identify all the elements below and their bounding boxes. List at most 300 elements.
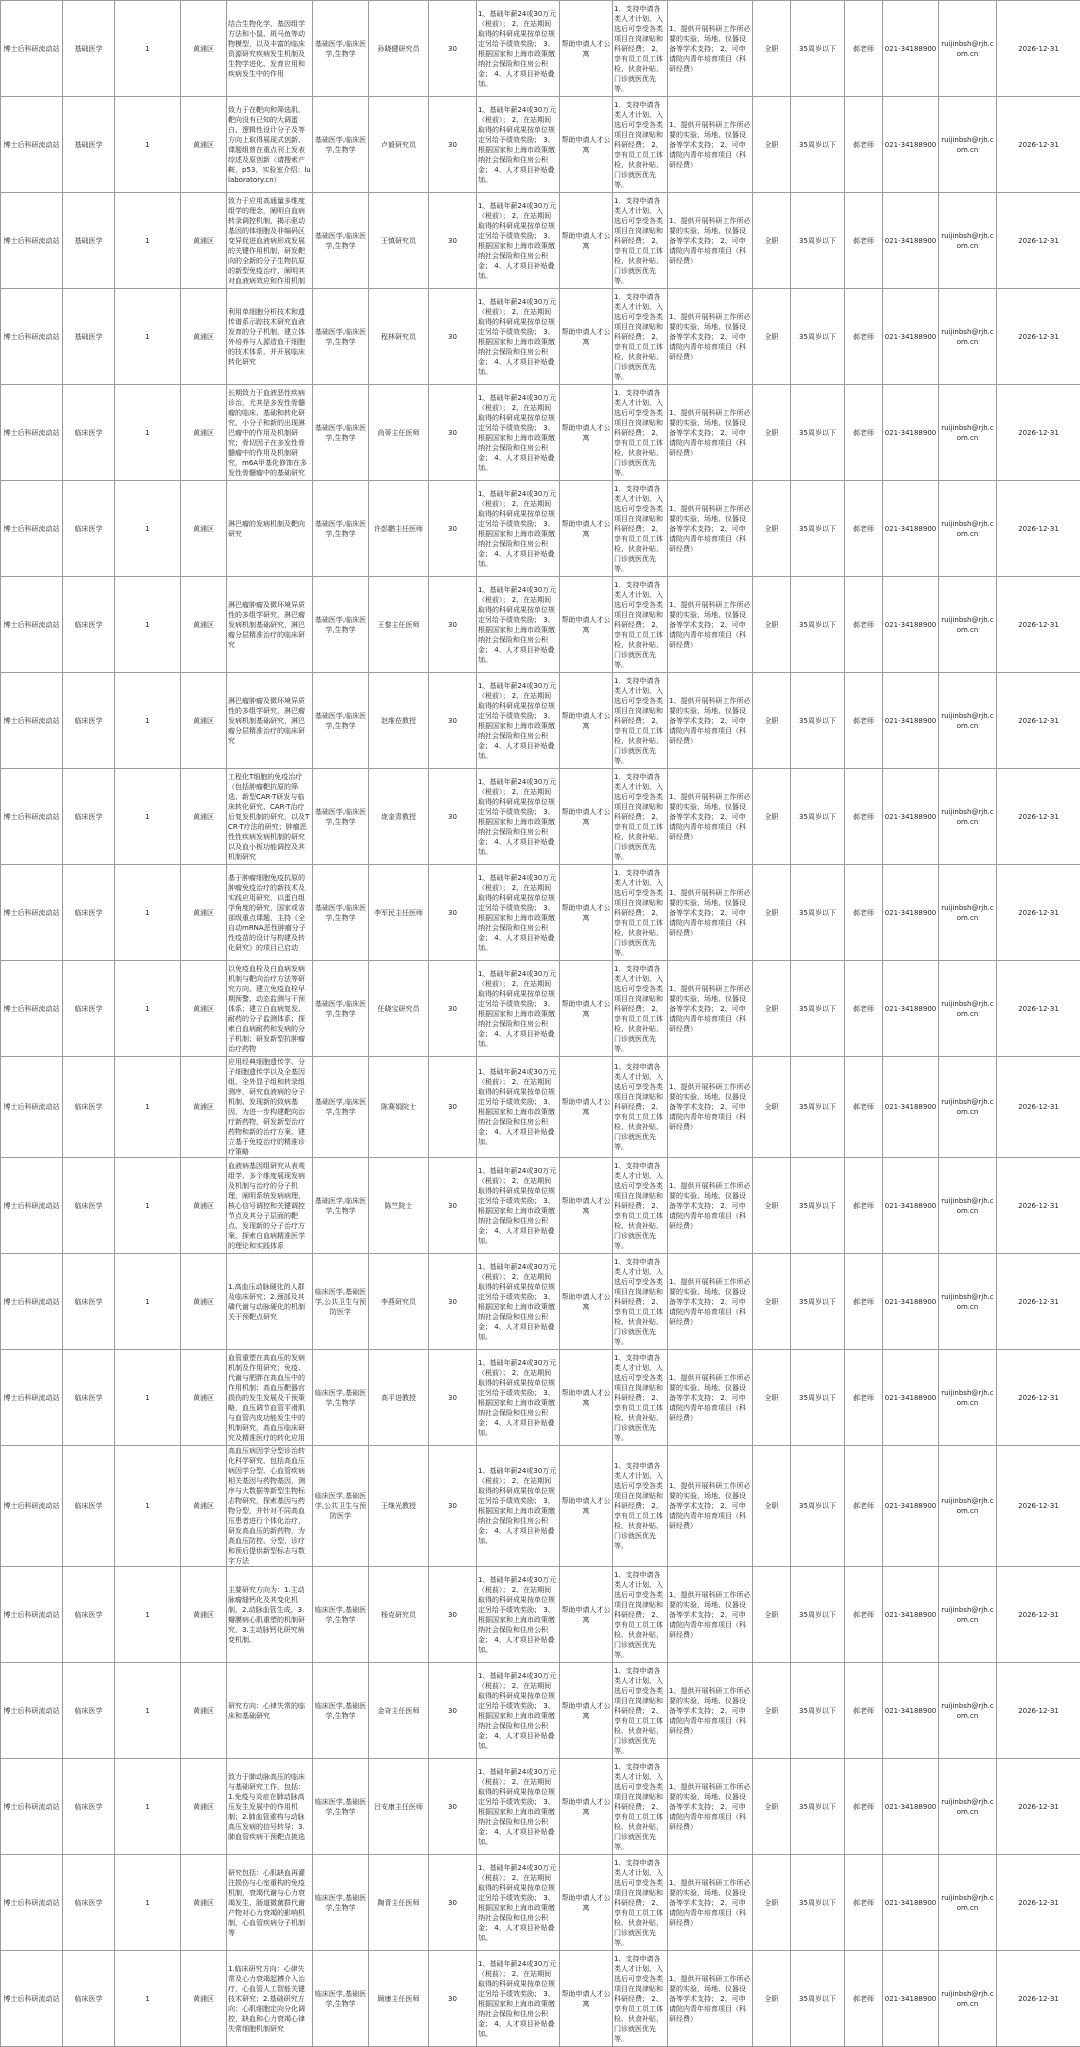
- table-row: [1, 769, 1080, 865]
- age-limit-cell: 35周岁以下: [791, 193, 845, 289]
- station-count-cell: 1: [115, 1759, 181, 1855]
- discipline-cell: 临床医学,基础医学,公共卫生与预防医学: [313, 1446, 369, 1567]
- discipline-cell: 基础医学,临床医学,生物学: [313, 673, 369, 769]
- quota-cell: 30: [429, 1057, 477, 1158]
- quota-cell: 30: [429, 1855, 477, 1951]
- station-cell: 博士后科研流动站: [1, 1567, 63, 1663]
- mentor-cell: 程林研究员: [369, 289, 429, 385]
- housing-cell: 帮助申请人才公寓: [560, 1057, 613, 1158]
- station-count-cell: 1: [115, 1446, 181, 1567]
- research-support-cell: 1、提供开展科研工作所必要的实验、场地、仪器设备等学术支持； 2、可申请院内青年培育项目（科研经费）: [668, 961, 753, 1057]
- age-limit-cell: 35周岁以下: [791, 1759, 845, 1855]
- district-cell: 黄浦区: [181, 1567, 227, 1663]
- employment-type-cell: 全职: [753, 1855, 791, 1951]
- housing-cell: 帮助申请人才公寓: [560, 1759, 613, 1855]
- age-limit-cell: 35周岁以下: [791, 961, 845, 1057]
- contact-cell: 郝老师: [845, 1446, 883, 1567]
- housing-cell: 帮助申请人才公寓: [560, 673, 613, 769]
- station-count-cell: 1: [115, 1254, 181, 1350]
- station-count-cell: 1: [115, 1663, 181, 1759]
- research-desc-cell: 以免疫血栓及白血病发病机制与靶向治疗方法等研究方向、建立免疫血栓早期预警、动态监测与干预体系；建立白血病复发、耐药的分子监测体系；探索白血病耐药和发病的分子机制；研发新型抗肿瘤治疗药物: [227, 961, 313, 1057]
- deadline-cell: 2026-12-31: [997, 1350, 1080, 1446]
- email-cell: ruijinbsh@rjh.com.cn: [939, 1855, 997, 1951]
- quota-cell: 30: [429, 961, 477, 1057]
- email-cell: ruijinbsh@rjh.com.cn: [939, 1759, 997, 1855]
- station-count-cell: 1: [115, 481, 181, 577]
- discipline-cell: 基础医学,临床医学,生物学: [313, 865, 369, 961]
- contact-cell: 郝老师: [845, 1158, 883, 1254]
- mentor-cell: 孙晓健研究员: [369, 1, 429, 97]
- research-support-cell: 1、提供开展科研工作所必要的实验、场地、仪器设备等学术支持； 2、可申请院内青年培育项目（科研经费）: [668, 289, 753, 385]
- research-desc-cell: 利用单细胞分析技术和遗传谱系示踪技术研究血液发育的分子机制，建立体外培养与人源造血干细胞的技术体系，并开展临床转化研究: [227, 289, 313, 385]
- research-desc-cell: 高血压病因学分型诊治转化科学研究，包括高血压病因学分型、心血管疾病相关基因与药物基因，测序与大数据等新型生物标志物研究，探索基因与药物分型，并针对不同高血压患者进行个体化治疗，研发高血压的新药物，为高血压防控、分型、诊疗和预后提供新型标志与数字方法: [227, 1446, 313, 1567]
- station-count-cell: 1: [115, 865, 181, 961]
- research-desc-cell: 淋巴瘤的发病机制及靶向研究: [227, 481, 313, 577]
- age-limit-cell: 35周岁以下: [791, 1951, 845, 2047]
- station-cell: 博士后科研流动站: [1, 385, 63, 481]
- housing-cell: 帮助申请人才公寓: [560, 577, 613, 673]
- contact-cell: 郝老师: [845, 1, 883, 97]
- employment-type-cell: 全职: [753, 1951, 791, 2047]
- table-row: [1, 1855, 1080, 1951]
- contact-cell: 郝老师: [845, 97, 883, 193]
- mentor-cell: 任晓宝研究员: [369, 961, 429, 1057]
- station-cell: 博士后科研流动站: [1, 97, 63, 193]
- salary-cell: 1、基础年薪24或30万元（税前）； 2、在站期间取得的科研成果按单位规定另给予绩效奖励； 3、根据国家和上海市政策缴纳社会保险和住房公积金； 4、人才项目补贴叠加。: [477, 577, 560, 673]
- salary-cell: 1、基础年薪24或30万元（税前）； 2、在站期间取得的科研成果按单位规定另给予绩效奖励； 3、根据国家和上海市政策缴纳社会保险和住房公积金； 4、人才项目补贴叠加。: [477, 481, 560, 577]
- station-cell: 博士后科研流动站: [1, 1663, 63, 1759]
- quota-cell: 30: [429, 1759, 477, 1855]
- district-cell: 黄浦区: [181, 1446, 227, 1567]
- mentor-cell: 王继光教授: [369, 1446, 429, 1567]
- research-support-cell: 1、提供开展科研工作所必要的实验、场地、仪器设备等学术支持； 2、可申请院内青年培育项目（科研经费）: [668, 1759, 753, 1855]
- mentor-cell: 高平进教授: [369, 1350, 429, 1446]
- talent-cell: 1、支持申请各类人才计划、入选后可享受各类项目在岗津贴和科研经费； 2、享有员工员工体检、伙食补贴、门诊就医优先等。: [613, 961, 668, 1057]
- mentor-cell: 金奇主任医师: [369, 1663, 429, 1759]
- station-cell: 博士后科研流动站: [1, 769, 63, 865]
- salary-cell: 1、基础年薪24或30万元（税前）； 2、在站期间取得的科研成果按单位规定另给予绩效奖励； 3、根据国家和上海市政策缴纳社会保险和住房公积金； 4、人才项目补贴叠加。: [477, 769, 560, 865]
- discipline-cell: 基础医学,临床医学,生物学: [313, 577, 369, 673]
- employment-type-cell: 全职: [753, 577, 791, 673]
- salary-cell: 1、基础年薪24或30万元（税前）； 2、在站期间取得的科研成果按单位规定另给予绩效奖励； 3、根据国家和上海市政策缴纳社会保险和住房公积金； 4、人才项目补贴叠加。: [477, 385, 560, 481]
- station-cell: 博士后科研流动站: [1, 1254, 63, 1350]
- employment-type-cell: 全职: [753, 385, 791, 481]
- research-support-cell: 1、提供开展科研工作所必要的实验、场地、仪器设备等学术支持； 2、可申请院内青年培育项目（科研经费）: [668, 385, 753, 481]
- contact-cell: 郝老师: [845, 961, 883, 1057]
- salary-cell: 1、基础年薪24或30万元（税前）； 2、在站期间取得的科研成果按单位规定另给予绩效奖励； 3、根据国家和上海市政策缴纳社会保险和住房公积金； 4、人才项目补贴叠加。: [477, 1855, 560, 1951]
- age-limit-cell: 35周岁以下: [791, 1855, 845, 1951]
- quota-cell: 30: [429, 1, 477, 97]
- research-support-cell: 1、提供开展科研工作所必要的实验、场地、仪器设备等学术支持； 2、可申请院内青年培育项目（科研经费）: [668, 769, 753, 865]
- employment-type-cell: 全职: [753, 865, 791, 961]
- deadline-cell: 2026-12-31: [997, 481, 1080, 577]
- age-limit-cell: 35周岁以下: [791, 1057, 845, 1158]
- employment-type-cell: 全职: [753, 1567, 791, 1663]
- age-limit-cell: 35周岁以下: [791, 385, 845, 481]
- station-cell: 博士后科研流动站: [1, 1855, 63, 1951]
- salary-cell: 1、基础年薪24或30万元（税前）； 2、在站期间取得的科研成果按单位规定另给予绩效奖励； 3、根据国家和上海市政策缴纳社会保险和住房公积金； 4、人才项目补贴叠加。: [477, 1, 560, 97]
- table-row: [1, 385, 1080, 481]
- table-row: [1, 1350, 1080, 1446]
- phone-cell: 021-34188900: [883, 1446, 939, 1567]
- research-desc-cell: 致力于应用高通量多维度组学的理念，阐明自血病转录调控机制、揭示驱动基因的体细胞及非编码区变异促进血液病形成发展的关键作用机制、研发靶向的全新的分子生物抗原的新型免疫治疗、阐明其对血液病效应和作用机制: [227, 193, 313, 289]
- email-cell: ruijinbsh@rjh.com.cn: [939, 1, 997, 97]
- research-desc-cell: 应用经典细胞遗传学、分子细胞遗传学以及全基因组、全外显子组和转录组测序，研究血液病的分子机制、发现新的致病基因，为进一步构建靶向治疗新药物，研发新型治疗药物和新的治疗方案，建立基于免疫治疗的精准诊疗策略: [227, 1057, 313, 1158]
- deadline-cell: 2026-12-31: [997, 673, 1080, 769]
- employment-type-cell: 全职: [753, 1663, 791, 1759]
- district-cell: 黄浦区: [181, 1350, 227, 1446]
- research-support-cell: 1、提供开展科研工作所必要的实验、场地、仪器设备等学术支持； 2、可申请院内青年培育项目（科研经费）: [668, 673, 753, 769]
- mentor-cell: 顾康主任医师: [369, 1951, 429, 2047]
- mentor-cell: 卢毅研究员: [369, 97, 429, 193]
- talent-cell: 1、支持申请各类人才计划、入选后可享受各类项目在岗津贴和科研经费； 2、享有员工员工体检、伙食补贴、门诊就医优先等。: [613, 289, 668, 385]
- field-cell: 临床医学: [63, 577, 115, 673]
- district-cell: 黄浦区: [181, 1951, 227, 2047]
- email-cell: ruijinbsh@rjh.com.cn: [939, 1254, 997, 1350]
- table-row: [1, 193, 1080, 289]
- talent-cell: 1、支持申请各类人才计划、入选后可享受各类项目在岗津贴和科研经费； 2、享有员工员工体检、伙食补贴、门诊就医优先等。: [613, 97, 668, 193]
- salary-cell: 1、基础年薪24或30万元（税前）； 2、在站期间取得的科研成果按单位规定另给予绩效奖励； 3、根据国家和上海市政策缴纳社会保险和住房公积金； 4、人才项目补贴叠加。: [477, 865, 560, 961]
- phone-cell: 021-34188900: [883, 1350, 939, 1446]
- field-cell: 临床医学: [63, 385, 115, 481]
- phone-cell: 021-34188900: [883, 1057, 939, 1158]
- station-cell: 博士后科研流动站: [1, 289, 63, 385]
- station-count-cell: 1: [115, 1057, 181, 1158]
- contact-cell: 郝老师: [845, 769, 883, 865]
- phone-cell: 021-34188900: [883, 97, 939, 193]
- deadline-cell: 2026-12-31: [997, 1951, 1080, 2047]
- email-cell: ruijinbsh@rjh.com.cn: [939, 1158, 997, 1254]
- station-cell: 博士后科研流动站: [1, 481, 63, 577]
- discipline-cell: 基础医学,临床医学,生物学: [313, 385, 369, 481]
- district-cell: 黄浦区: [181, 1663, 227, 1759]
- email-cell: ruijinbsh@rjh.com.cn: [939, 577, 997, 673]
- district-cell: 黄浦区: [181, 1759, 227, 1855]
- table-row: [1, 1158, 1080, 1254]
- talent-cell: 1、支持申请各类人才计划、入选后可享受各类项目在岗津贴和科研经费； 2、享有员工员工体检、伙食补贴、门诊就医优先等。: [613, 481, 668, 577]
- research-support-cell: 1、提供开展科研工作所必要的实验、场地、仪器设备等学术支持； 2、可申请院内青年培育项目（科研经费）: [668, 97, 753, 193]
- research-desc-cell: 结合生物化学、基因组学方法和小鼠、斑马鱼等动物模型，以及丰富的临床资源研究疾病发生机制及生物学进化、发育应用和疾病发生中的作用: [227, 1, 313, 97]
- table-row: [1, 481, 1080, 577]
- district-cell: 黄浦区: [181, 961, 227, 1057]
- research-support-cell: 1、提供开展科研工作所必要的实验、场地、仪器设备等学术支持； 2、可申请院内青年培育项目（科研经费）: [668, 1350, 753, 1446]
- research-support-cell: 1、提供开展科研工作所必要的实验、场地、仪器设备等学术支持； 2、可申请院内青年培育项目（科研经费）: [668, 193, 753, 289]
- contact-cell: 郝老师: [845, 1951, 883, 2047]
- salary-cell: 1、基础年薪24或30万元（税前）； 2、在站期间取得的科研成果按单位规定另给予绩效奖励； 3、根据国家和上海市政策缴纳社会保险和住房公积金； 4、人才项目补贴叠加。: [477, 1158, 560, 1254]
- quota-cell: 30: [429, 577, 477, 673]
- housing-cell: 帮助申请人才公寓: [560, 961, 613, 1057]
- age-limit-cell: 35周岁以下: [791, 1254, 845, 1350]
- contact-cell: 郝老师: [845, 289, 883, 385]
- talent-cell: 1、支持申请各类人才计划、入选后可享受各类项目在岗津贴和科研经费； 2、享有员工员工体检、伙食补贴、门诊就医优先等。: [613, 769, 668, 865]
- phone-cell: 021-34188900: [883, 1759, 939, 1855]
- research-support-cell: 1、提供开展科研工作所必要的实验、场地、仪器设备等学术支持； 2、可申请院内青年培育项目（科研经费）: [668, 577, 753, 673]
- phone-cell: 021-34188900: [883, 577, 939, 673]
- quota-cell: 30: [429, 1446, 477, 1567]
- district-cell: 黄浦区: [181, 481, 227, 577]
- quota-cell: 30: [429, 1254, 477, 1350]
- research-desc-cell: 长期致力于血液恶性疾病诊治，尤其是多发性骨髓瘤的临床、基础和转化研究，小分子和新的出现淋巴瘤中的作用及机制研究；骨切因子在多发性骨髓瘤中的作用及机制研究，m6A甲基化修饰在多发性骨髓瘤中的基础研究: [227, 385, 313, 481]
- housing-cell: 帮助申请人才公寓: [560, 385, 613, 481]
- mentor-cell: 王黎主任医师: [369, 577, 429, 673]
- discipline-cell: 基础医学,临床医学,生物学: [313, 1, 369, 97]
- email-cell: ruijinbsh@rjh.com.cn: [939, 769, 997, 865]
- mentor-cell: 王慎研究员: [369, 193, 429, 289]
- field-cell: 临床医学: [63, 1951, 115, 2047]
- research-desc-cell: 血管重塑在高血压的发病机制及作用研究；免疫、代谢与肥胖在高血压中的作用机制；高血压靶器官损伤的发生发展及干预策略，血压调节血管平滑肌与血管内皮功能发生中的机制研究，高血压临床研究及精准医疗的转化应用: [227, 1350, 313, 1446]
- phone-cell: 021-34188900: [883, 673, 939, 769]
- district-cell: 黄浦区: [181, 289, 227, 385]
- age-limit-cell: 35周岁以下: [791, 1663, 845, 1759]
- district-cell: 黄浦区: [181, 673, 227, 769]
- email-cell: ruijinbsh@rjh.com.cn: [939, 1057, 997, 1158]
- age-limit-cell: 35周岁以下: [791, 769, 845, 865]
- deadline-cell: 2026-12-31: [997, 385, 1080, 481]
- housing-cell: 帮助申请人才公寓: [560, 1663, 613, 1759]
- research-support-cell: 1、提供开展科研工作所必要的实验、场地、仪器设备等学术支持； 2、可申请院内青年培育项目（科研经费）: [668, 1446, 753, 1567]
- phone-cell: 021-34188900: [883, 1855, 939, 1951]
- field-cell: 临床医学: [63, 769, 115, 865]
- field-cell: 基础医学: [63, 193, 115, 289]
- housing-cell: 帮助申请人才公寓: [560, 1158, 613, 1254]
- discipline-cell: 基础医学,临床医学,生物学: [313, 769, 369, 865]
- deadline-cell: 2026-12-31: [997, 1759, 1080, 1855]
- district-cell: 黄浦区: [181, 193, 227, 289]
- table-row: [1, 1057, 1080, 1158]
- email-cell: ruijinbsh@rjh.com.cn: [939, 1350, 997, 1446]
- station-count-cell: 1: [115, 289, 181, 385]
- talent-cell: 1、支持申请各类人才计划、入选后可享受各类项目在岗津贴和科研经费； 2、享有员工员工体检、伙食补贴、门诊就医优先等。: [613, 1158, 668, 1254]
- discipline-cell: 临床医学,基础医学,生物学: [313, 1951, 369, 2047]
- talent-cell: 1、支持申请各类人才计划、入选后可享受各类项目在岗津贴和科研经费； 2、享有员工员工体检、伙食补贴、门诊就医优先等。: [613, 1951, 668, 2047]
- quota-cell: 30: [429, 1350, 477, 1446]
- employment-type-cell: 全职: [753, 769, 791, 865]
- employment-type-cell: 全职: [753, 193, 791, 289]
- mentor-cell: 庞奎青教授: [369, 769, 429, 865]
- deadline-cell: 2026-12-31: [997, 577, 1080, 673]
- research-desc-cell: 淋巴瘤肿瘤及微环境异质性的多组学研究，淋巴瘤发病机制基础研究，淋巴瘤分层精准治疗的临床研究: [227, 673, 313, 769]
- employment-type-cell: 全职: [753, 1057, 791, 1158]
- phone-cell: 021-34188900: [883, 1951, 939, 2047]
- station-cell: 博士后科研流动站: [1, 577, 63, 673]
- age-limit-cell: 35周岁以下: [791, 1567, 845, 1663]
- deadline-cell: 2026-12-31: [997, 1158, 1080, 1254]
- deadline-cell: 2026-12-31: [997, 193, 1080, 289]
- housing-cell: 帮助申请人才公寓: [560, 1855, 613, 1951]
- deadline-cell: 2026-12-31: [997, 1663, 1080, 1759]
- research-support-cell: 1、提供开展科研工作所必要的实验、场地、仪器设备等学术支持； 2、可申请院内青年培育项目（科研经费）: [668, 1158, 753, 1254]
- deadline-cell: 2026-12-31: [997, 1, 1080, 97]
- district-cell: 黄浦区: [181, 865, 227, 961]
- contact-cell: 郝老师: [845, 1855, 883, 1951]
- mentor-cell: 李军民主任医师: [369, 865, 429, 961]
- quota-cell: 30: [429, 193, 477, 289]
- research-support-cell: 1、提供开展科研工作所必要的实验、场地、仪器设备等学术支持； 2、可申请院内青年培育项目（科研经费）: [668, 1951, 753, 2047]
- district-cell: 黄浦区: [181, 97, 227, 193]
- phone-cell: 021-34188900: [883, 769, 939, 865]
- salary-cell: 1、基础年薪24或30万元（税前）； 2、在站期间取得的科研成果按单位规定另给予绩效奖励； 3、根据国家和上海市政策缴纳社会保险和住房公积金； 4、人才项目补贴叠加。: [477, 289, 560, 385]
- employment-type-cell: 全职: [753, 97, 791, 193]
- housing-cell: 帮助申请人才公寓: [560, 1446, 613, 1567]
- district-cell: 黄浦区: [181, 769, 227, 865]
- table-row: [1, 961, 1080, 1057]
- deadline-cell: 2026-12-31: [997, 769, 1080, 865]
- field-cell: 基础医学: [63, 97, 115, 193]
- mentor-cell: 杨克研究员: [369, 1567, 429, 1663]
- station-count-cell: 1: [115, 577, 181, 673]
- research-desc-cell: 研究方向：心律失常的临床和基础研究: [227, 1663, 313, 1759]
- discipline-cell: 基础医学,临床医学,生物学: [313, 193, 369, 289]
- salary-cell: 1、基础年薪24或30万元（税前）； 2、在站期间取得的科研成果按单位规定另给予绩效奖励； 3、根据国家和上海市政策缴纳社会保险和住房公积金； 4、人才项目补贴叠加。: [477, 1057, 560, 1158]
- talent-cell: 1、支持申请各类人才计划、入选后可享受各类项目在岗津贴和科研经费； 2、享有员工员工体检、伙食补贴、门诊就医优先等。: [613, 1663, 668, 1759]
- field-cell: 临床医学: [63, 1759, 115, 1855]
- research-desc-cell: 主要研究方向为：1.主动脉瘤缝钙化及其变化机制，2.动脉血管生成，3.瓣膜病心肌重塑的机制研究，3.主动脉钙化研究病变机制。: [227, 1567, 313, 1663]
- employment-type-cell: 全职: [753, 289, 791, 385]
- housing-cell: 帮助申请人才公寓: [560, 1350, 613, 1446]
- station-cell: 博士后科研流动站: [1, 1951, 63, 2047]
- research-desc-cell: 致力于肺动脉高压的临床与基础研究工作，包括：1.免疫与炎症在肺动脉高压发生发展中的作用机制；2.肺血管重构与动脉高压发病的信号转导；3.肺血管疾病干预靶点挑选: [227, 1759, 313, 1855]
- discipline-cell: 临床医学,基础医学,生物学: [313, 1855, 369, 1951]
- employment-type-cell: 全职: [753, 1446, 791, 1567]
- deadline-cell: 2026-12-31: [997, 289, 1080, 385]
- field-cell: 临床医学: [63, 1567, 115, 1663]
- email-cell: ruijinbsh@rjh.com.cn: [939, 1951, 997, 2047]
- age-limit-cell: 35周岁以下: [791, 1, 845, 97]
- employment-type-cell: 全职: [753, 1350, 791, 1446]
- table-body: [1, 1, 1080, 2047]
- research-support-cell: 1、提供开展科研工作所必要的实验、场地、仪器设备等学术支持； 2、可申请院内青年培育项目（科研经费）: [668, 1855, 753, 1951]
- mentor-cell: 陶青主任医师: [369, 1855, 429, 1951]
- age-limit-cell: 35周岁以下: [791, 97, 845, 193]
- contact-cell: 郝老师: [845, 865, 883, 961]
- contact-cell: 郝老师: [845, 577, 883, 673]
- salary-cell: 1、基础年薪24或30万元（税前）； 2、在站期间取得的科研成果按单位规定另给予绩效奖励； 3、根据国家和上海市政策缴纳社会保险和住房公积金； 4、人才项目补贴叠加。: [477, 1663, 560, 1759]
- age-limit-cell: 35周岁以下: [791, 289, 845, 385]
- talent-cell: 1、支持申请各类人才计划、入选后可享受各类项目在岗津贴和科研经费； 2、享有员工员工体检、伙食补贴、门诊就医优先等。: [613, 1, 668, 97]
- talent-cell: 1、支持申请各类人才计划、入选后可享受各类项目在岗津贴和科研经费； 2、享有员工员工体检、伙食补贴、门诊就医优先等。: [613, 1446, 668, 1567]
- table-row: [1, 1446, 1080, 1567]
- phone-cell: 021-34188900: [883, 1567, 939, 1663]
- mentor-cell: 许彭鹏主任医师: [369, 481, 429, 577]
- contact-cell: 郝老师: [845, 673, 883, 769]
- email-cell: ruijinbsh@rjh.com.cn: [939, 385, 997, 481]
- contact-cell: 郝老师: [845, 481, 883, 577]
- research-desc-cell: 工程化T细胞的免疫治疗（包括肿瘤靶抗原的筛选、新型CAR-T研发与临床转化研究、CAR-T治疗后复发机制的研究，以及TCR-T疗法的研究；肿瘤恶性性疾病发病机制的研究以及血小板功能调控及其机制研究: [227, 769, 313, 865]
- discipline-cell: 临床医学,基础医学,生物学: [313, 1759, 369, 1855]
- housing-cell: 帮助申请人才公寓: [560, 769, 613, 865]
- quota-cell: 30: [429, 481, 477, 577]
- field-cell: 临床医学: [63, 1158, 115, 1254]
- email-cell: ruijinbsh@rjh.com.cn: [939, 865, 997, 961]
- housing-cell: 帮助申请人才公寓: [560, 97, 613, 193]
- field-cell: 临床医学: [63, 1350, 115, 1446]
- talent-cell: 1、支持申请各类人才计划、入选后可享受各类项目在岗津贴和科研经费； 2、享有员工员工体检、伙食补贴、门诊就医优先等。: [613, 1855, 668, 1951]
- employment-type-cell: 全职: [753, 1759, 791, 1855]
- salary-cell: 1、基础年薪24或30万元（税前）； 2、在站期间取得的科研成果按单位规定另给予绩效奖励； 3、根据国家和上海市政策缴纳社会保险和住房公积金； 4、人才项目补贴叠加。: [477, 193, 560, 289]
- research-support-cell: 1、提供开展科研工作所必要的实验、场地、仪器设备等学术支持； 2、可申请院内青年培育项目（科研经费）: [668, 1, 753, 97]
- quota-cell: 30: [429, 769, 477, 865]
- field-cell: 基础医学: [63, 1, 115, 97]
- discipline-cell: 临床医学,基础医学,生物学: [313, 1567, 369, 1663]
- station-cell: 博士后科研流动站: [1, 1446, 63, 1567]
- research-support-cell: 1、提供开展科研工作所必要的实验、场地、仪器设备等学术支持； 2、可申请院内青年培育项目（科研经费）: [668, 481, 753, 577]
- talent-cell: 1、支持申请各类人才计划、入选后可享受各类项目在岗津贴和科研经费； 2、享有员工员工体检、伙食补贴、门诊就医优先等。: [613, 673, 668, 769]
- research-support-cell: 1、提供开展科研工作所必要的实验、场地、仪器设备等学术支持； 2、可申请院内青年培育项目（科研经费）: [668, 865, 753, 961]
- email-cell: ruijinbsh@rjh.com.cn: [939, 673, 997, 769]
- deadline-cell: 2026-12-31: [997, 1855, 1080, 1951]
- district-cell: 黄浦区: [181, 1855, 227, 1951]
- mentor-cell: 陈竺院士: [369, 1158, 429, 1254]
- phone-cell: 021-34188900: [883, 1158, 939, 1254]
- field-cell: 临床医学: [63, 1446, 115, 1567]
- contact-cell: 郝老师: [845, 1350, 883, 1446]
- housing-cell: 帮助申请人才公寓: [560, 193, 613, 289]
- station-count-cell: 1: [115, 385, 181, 481]
- table-row: [1, 577, 1080, 673]
- discipline-cell: 基础医学,临床医学,生物学: [313, 961, 369, 1057]
- field-cell: 临床医学: [63, 481, 115, 577]
- station-count-cell: 1: [115, 193, 181, 289]
- salary-cell: 1、基础年薪24或30万元（税前）； 2、在站期间取得的科研成果按单位规定另给予绩效奖励； 3、根据国家和上海市政策缴纳社会保险和住房公积金； 4、人才项目补贴叠加。: [477, 1951, 560, 2047]
- age-limit-cell: 35周岁以下: [791, 1446, 845, 1567]
- station-cell: 博士后科研流动站: [1, 1158, 63, 1254]
- research-desc-cell: 研究包括：心肌缺血再灌注损伤与心室重构的免疫机制，衰竭代谢与心力衰竭发生、肠道微菌群代谢产物对心力衰竭的影响机制，心血管疾病分子机制等: [227, 1855, 313, 1951]
- email-cell: ruijinbsh@rjh.com.cn: [939, 1567, 997, 1663]
- table-row: [1, 97, 1080, 193]
- employment-type-cell: 全职: [753, 1254, 791, 1350]
- deadline-cell: 2026-12-31: [997, 97, 1080, 193]
- research-desc-cell: 致力于在靶向和筛选肌、靶向没有已知的大调蛋白、逻辑性设计分子及等方向上取得展现式创新、课题组曾在重点刊上发表综述及原创新（请搜索产鞍，p53、实验室介绍：lulaboratory.cn）: [227, 97, 313, 193]
- station-cell: 博士后科研流动站: [1, 1759, 63, 1855]
- deadline-cell: 2026-12-31: [997, 1057, 1080, 1158]
- employment-type-cell: 全职: [753, 1158, 791, 1254]
- discipline-cell: 基础医学,临床医学,生物学: [313, 97, 369, 193]
- deadline-cell: 2026-12-31: [997, 1567, 1080, 1663]
- station-cell: 博士后科研流动站: [1, 1350, 63, 1446]
- deadline-cell: 2026-12-31: [997, 865, 1080, 961]
- research-support-cell: 1、提供开展科研工作所必要的实验、场地、仪器设备等学术支持； 2、可申请院内青年培育项目（科研经费）: [668, 1254, 753, 1350]
- quota-cell: 30: [429, 1951, 477, 2047]
- phone-cell: 021-34188900: [883, 193, 939, 289]
- discipline-cell: 临床医学,基础医学,生物学: [313, 1663, 369, 1759]
- email-cell: ruijinbsh@rjh.com.cn: [939, 481, 997, 577]
- deadline-cell: 2026-12-31: [997, 961, 1080, 1057]
- table-row: [1, 1567, 1080, 1663]
- contact-cell: 郝老师: [845, 1663, 883, 1759]
- age-limit-cell: 35周岁以下: [791, 1158, 845, 1254]
- field-cell: 临床医学: [63, 1057, 115, 1158]
- email-cell: ruijinbsh@rjh.com.cn: [939, 1663, 997, 1759]
- housing-cell: 帮助申请人才公寓: [560, 1254, 613, 1350]
- housing-cell: 帮助申请人才公寓: [560, 1567, 613, 1663]
- discipline-cell: 基础医学,临床医学,生物学: [313, 289, 369, 385]
- employment-type-cell: 全职: [753, 481, 791, 577]
- deadline-cell: 2026-12-31: [997, 1254, 1080, 1350]
- table-row: [1, 865, 1080, 961]
- salary-cell: 1、基础年薪24或30万元（税前）； 2、在站期间取得的科研成果按单位规定另给予绩效奖励； 3、根据国家和上海市政策缴纳社会保险和住房公积金； 4、人才项目补贴叠加。: [477, 1254, 560, 1350]
- station-count-cell: 1: [115, 769, 181, 865]
- station-cell: 博士后科研流动站: [1, 1, 63, 97]
- research-desc-cell: 1.高血压动脉硬化的人群及临床研究；2.颈部及其磷代谢与动脉硬化的机制关于预靶点研究: [227, 1254, 313, 1350]
- research-desc-cell: 基于肿瘤细胞免疫抗原的肿瘤免疫治疗的新技术及实践应用研究，以蛋白组学角度的研究，国家或省部级重点课题，主持《全自动mRNA恶性肿瘤分子性疫苗的设计与构建及转化研究》的项目已启动: [227, 865, 313, 961]
- station-count-cell: 1: [115, 97, 181, 193]
- station-count-cell: 1: [115, 961, 181, 1057]
- email-cell: ruijinbsh@rjh.com.cn: [939, 961, 997, 1057]
- discipline-cell: 基础医学,临床医学,生物学: [313, 1158, 369, 1254]
- phone-cell: 021-34188900: [883, 1, 939, 97]
- district-cell: 黄浦区: [181, 1254, 227, 1350]
- quota-cell: 30: [429, 385, 477, 481]
